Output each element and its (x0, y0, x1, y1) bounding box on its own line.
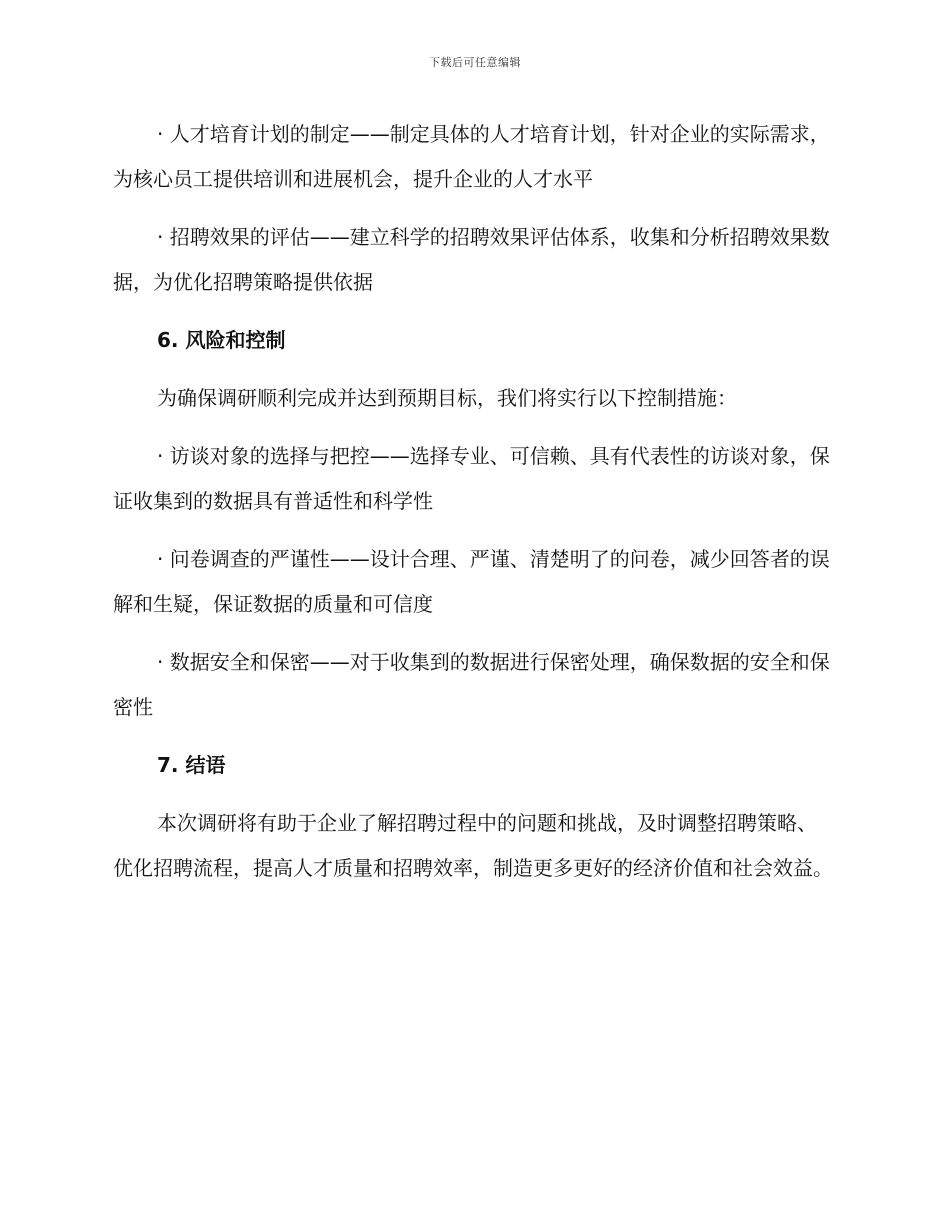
risk-control-intro: 为确保调研顺利完成并达到预期目标，我们将实行以下控制措施： (157, 386, 737, 410)
bullet-questionnaire-rigor: · 问卷调查的严谨性——设计合理、严谨、清楚明了的问卷，减少回答者的误解和生疑，保证数据的质量和可信度 (113, 547, 830, 616)
bullet-interviewee-selection: · 访谈对象的选择与把控——选择专业、可信赖、具有代表性的访谈对象，保证收集到的数据具有普适性和科学性 (113, 444, 830, 513)
conclusion-paragraph: 本次调研将有助于企业了解招聘过程中的问题和挑战，及时调整招聘策略、优化招聘流程，提高人才质量和招聘效率，制造更多更好的经济价值和社会效益。 (113, 811, 833, 880)
section-heading-risk-control: 6. 风险和控制 (157, 328, 286, 352)
bullet-data-security: · 数据安全和保密——对于收集到的数据进行保密处理，确保数据的安全和保密性 (113, 650, 830, 719)
section-heading-conclusion: 7. 结语 (157, 753, 226, 777)
page-header-note: 下载后可任意编辑 (429, 56, 521, 69)
document-body (113, 112, 835, 904)
bullet-recruitment-effect-evaluation: · 招聘效果的评估——建立科学的招聘效果评估体系，收集和分析招聘效果数据，为优化招聘策略提供依据 (113, 225, 830, 294)
bullet-talent-development-plan: · 人才培育计划的制定——制定具体的人才培育计划，针对企业的实际需求，为核心员工提供培训和进展机会，提升企业的人才水平 (113, 122, 830, 191)
